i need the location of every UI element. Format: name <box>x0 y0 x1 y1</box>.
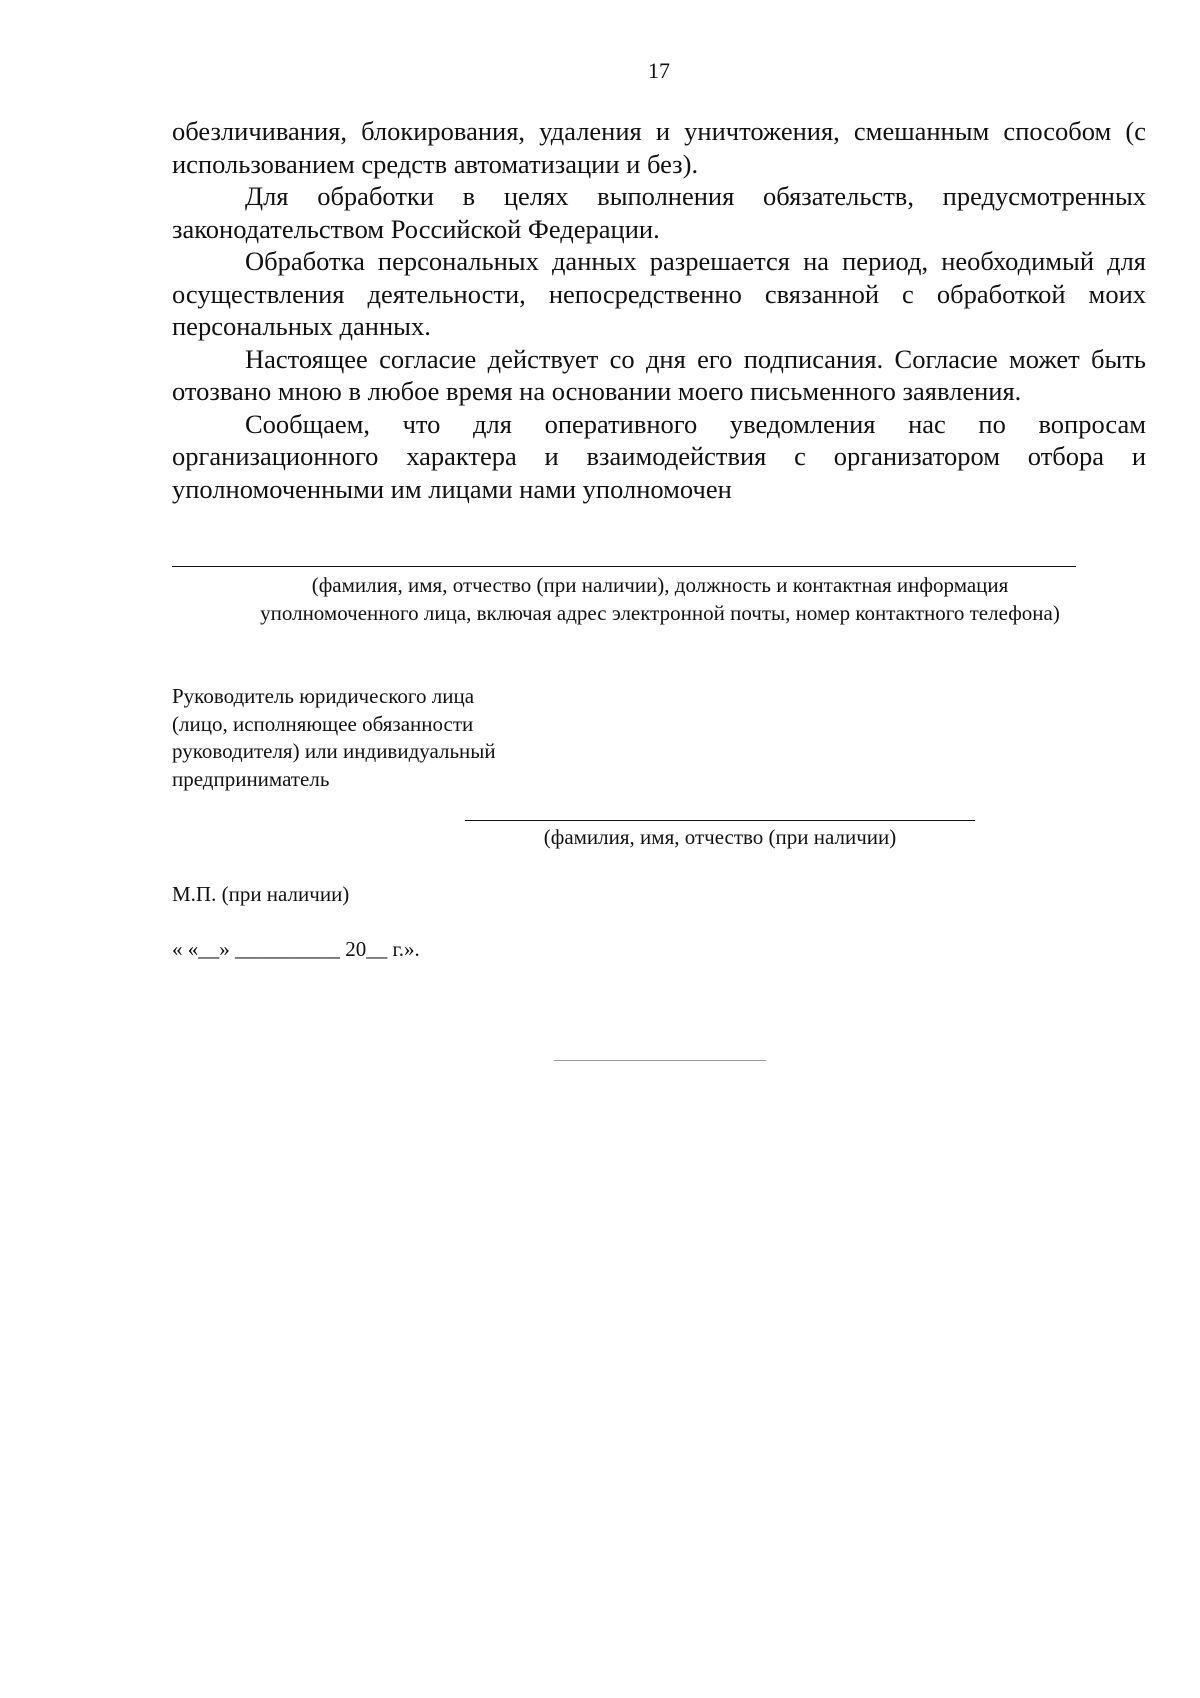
page-number: 17 <box>648 58 670 83</box>
paragraph-processing-period: Обработка персональных данных разрешается на период, необходимый для осуществления деятельности, непосредственно связанной с обработкой моих персональных данных. <box>172 246 1146 341</box>
signature-fill-line <box>465 820 975 821</box>
signer-title: Руководитель юридического лица (лицо, исполняющее обязанности руководителя) или индивидуальный предприниматель <box>172 684 496 791</box>
stamp-note: М.П. (при наличии) <box>172 882 350 906</box>
authorized-person-caption: (фамилия, имя, отчество (при наличии), должность и контактная информация уполномоченного лица, включая адрес электронной почты, номер контактного телефона) <box>260 573 1060 625</box>
paragraph-processing-purpose: Для обработки в целях выполнения обязательств, предусмотренных законодательством Российской Федерации. <box>172 181 1146 244</box>
paragraph-authorized-person: Сообщаем, что для оперативного уведомления нас по вопросам организационного характера и взаимодействия с организатором отбора и уполномоченными им лицами нами уполномочен <box>172 408 1146 504</box>
document-body <box>172 115 1146 505</box>
signature-caption: (фамилия, имя, отчество (при наличии) <box>543 825 897 849</box>
paragraph-consent-validity: Настоящее согласие действует со дня его подписания. Согласие может быть отозвано мною в любое время на основании моего письменного заявления. <box>172 343 1146 406</box>
end-separator-line <box>554 1060 766 1061</box>
date-line: « «__» __________ 20__ г.». <box>172 937 420 961</box>
authorized-person-fill-line <box>172 566 1076 567</box>
paragraph-processing-methods: обезличивания, блокирования, удаления и уничтожения, смешанным способом (с использованием средств автоматизации и без). <box>172 116 1146 179</box>
